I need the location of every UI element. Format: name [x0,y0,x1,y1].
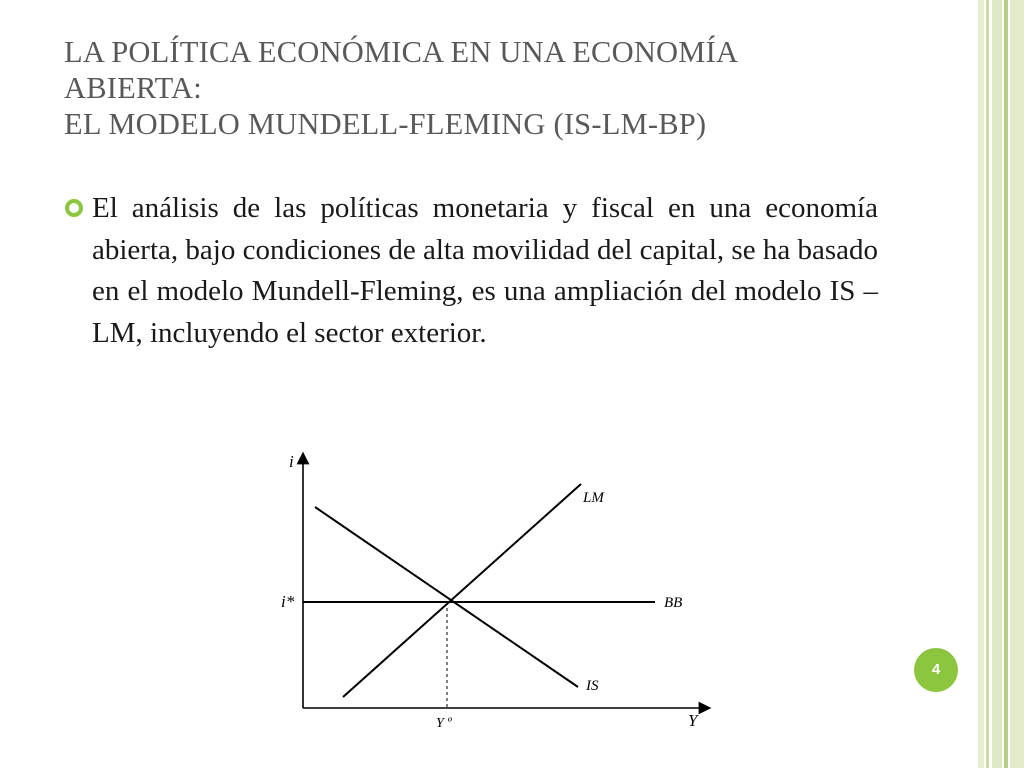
circle-bullet-icon [64,198,84,218]
bb-label: BB [664,595,683,611]
decorative-stripes [978,0,1024,768]
i-star-label: i* [281,592,295,611]
title-line-2: ABIERTA: [64,71,202,105]
title-line-3: EL MODELO MUNDELL-FLEMING (IS-LM-BP) [64,107,707,141]
is-label: IS [586,678,599,694]
mundell-fleming-diagram [270,440,740,740]
lm-label: LM [583,490,604,506]
y-axis-label: i [289,452,294,471]
slide-title [64,34,924,142]
title-line-1: LA POLÍTICA ECONÓMICA EN UNA ECONOMÍA [64,35,739,69]
bullet-text: El análisis de las políticas monetaria y fiscal en una economía abierta, bajo condiciones de alta movilidad del capital, se ha basado en el modelo Mundell-Fleming, es una ampliación del modelo IS – LM, incluyendo el sector exterior. [92,192,878,349]
is-line [315,507,578,687]
page-number-badge: 4 [914,648,958,692]
y0-label: Y º [436,716,452,731]
x-axis-label: Y [688,711,698,730]
